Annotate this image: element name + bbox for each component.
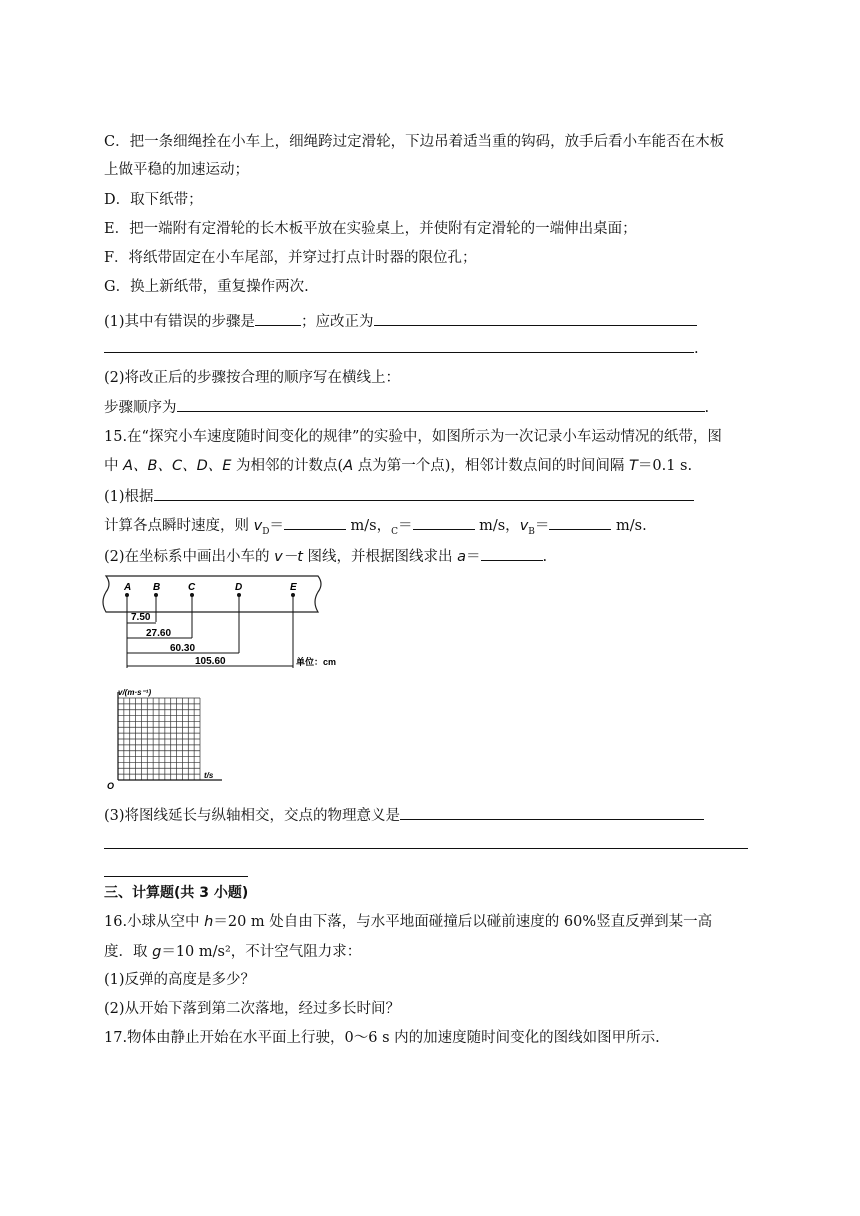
text: 点为第一个点)，相邻计数点间的时间间隔 [353, 458, 629, 474]
answer-blank-intercept[interactable] [400, 805, 704, 820]
q15-intro-line1: 15.在“探究小车速度随时间变化的规律”的实验中，如图所示为一次记录小车运动情况的纸带，图 [104, 429, 722, 445]
tape-label-e: E [290, 582, 297, 593]
answer-blank-correction-cont[interactable] [104, 338, 694, 353]
q16-part1: (1)反弹的高度是多少？ [104, 972, 256, 988]
q14-part1-cont [104, 338, 699, 359]
answer-blank-wrong-step[interactable] [255, 311, 301, 326]
period: . [704, 400, 710, 416]
q16-line1 [104, 912, 712, 932]
answer-blank-order[interactable] [177, 397, 705, 412]
q17-line1: 17.物体由静止开始在水平面上行驶，0～6 s 内的加速度随时间变化的图线如图甲所示. [104, 1030, 660, 1046]
eq: ＝ [534, 518, 550, 534]
q15-part3-label: (3)将图线延长与纵轴相交，交点的物理意义是 [104, 808, 401, 824]
q16-line2 [104, 942, 361, 962]
answer-rule-line[interactable] [104, 848, 748, 849]
dist-ae: 105.60 [195, 656, 226, 667]
y-axis-label: v/(m·s⁻¹) [118, 688, 152, 697]
point-letters: A、B、C、D、E [123, 458, 232, 474]
q14-part1-label: (1)其中有错误的步骤是 [104, 314, 256, 330]
eq: ＝ [269, 518, 284, 534]
sub-b: B [528, 526, 535, 537]
section-title: 三、计算题(共 3 小题) [104, 885, 249, 901]
answer-blank-vd[interactable] [284, 515, 346, 530]
q14-part1 [104, 311, 697, 332]
text: 16.小球从空中 [104, 914, 205, 930]
unit: m/s， [474, 518, 520, 534]
q15-part1 [104, 486, 694, 507]
vt-symbol: v－t [274, 549, 303, 565]
answer-blank-vc[interactable] [413, 515, 475, 530]
answer-blank-basis[interactable] [154, 486, 694, 501]
q14-part2: (2)将改正后的步骤按合理的顺序写在横线上： [104, 370, 401, 386]
text: ＝10 m/s²，不计空气阻力求： [161, 944, 362, 960]
tape-unit-label: 单位：cm [296, 657, 337, 667]
tape-label-b: B [153, 582, 161, 593]
q16-part2: (2)从开始下落到第二次落地，经过多长时间？ [104, 1001, 401, 1017]
answer-rule-line-short[interactable] [104, 876, 248, 877]
dist-ad: 60.30 [170, 643, 196, 654]
period: . [542, 549, 548, 565]
text: (2)在坐标系中画出小车的 [104, 549, 275, 565]
q15-part1-label: (1)根据 [104, 489, 154, 505]
step-f: F．将纸带固定在小车尾部，并穿过打点计时器的限位孔； [104, 250, 477, 266]
step-c-line2: 上做平稳的加速运动； [104, 162, 249, 178]
h-symbol: h [204, 914, 214, 930]
sub-d: D [262, 526, 270, 537]
eq: ＝ [466, 549, 481, 565]
text: 为相邻的计数点( [231, 458, 344, 474]
dist-ac: 27.60 [146, 628, 172, 639]
q15-part3 [104, 805, 704, 826]
a-symbol: a [457, 549, 467, 565]
q15-speeds [104, 515, 647, 542]
tape-label-d: D [235, 582, 243, 593]
g-symbol: g [152, 944, 162, 960]
tape-label-a: A [124, 582, 132, 593]
text: 中 [104, 458, 124, 474]
vt-grid-figure [104, 686, 224, 792]
step-d: D．取下纸带； [104, 192, 203, 208]
q15-intro-line2 [104, 456, 692, 476]
sub-c: C [391, 526, 398, 537]
text: ＝20 m 处自由下落，与水平地面碰撞后以碰前速度的 60%竖直反弹到某一高 [213, 914, 713, 930]
paper-tape-figure [100, 572, 360, 672]
origin-label: O [107, 781, 115, 791]
tape-label-c: C [188, 582, 196, 593]
text: ＝0.1 s. [637, 458, 693, 474]
eq: ＝ [398, 518, 413, 534]
grid-lines [118, 698, 200, 780]
unit: m/s. [611, 518, 647, 534]
speeds-label: 计算各点瞬时速度，则 [104, 518, 254, 534]
period: . [694, 341, 699, 357]
text: 图线，并根据图线求出 [302, 549, 458, 565]
step-e: E．把一端附有定滑轮的长木板平放在实验桌上，并使附有定滑轮的一端伸出桌面； [104, 221, 637, 237]
symbol-t: T [629, 458, 638, 474]
text: 度．取 [104, 944, 153, 960]
answer-blank-a[interactable] [481, 546, 543, 561]
order-label: 步骤顺序为 [104, 400, 177, 416]
answer-blank-correction[interactable] [374, 311, 697, 326]
step-g: G．换上新纸带，重复操作两次. [104, 279, 309, 295]
answer-blank-vb[interactable] [549, 515, 611, 530]
x-axis-label: t/s [204, 771, 214, 780]
v-symbol: v [519, 518, 529, 534]
q15-part2 [104, 546, 547, 567]
dist-ab: 7.50 [131, 612, 151, 623]
unit: m/s， [345, 518, 392, 534]
v-symbol: v [253, 518, 263, 534]
step-c-line1: C．把一条细绳拴在小车上，细绳跨过定滑轮，下边吊着适当重的钩码，放手后看小车能否在木板 [104, 134, 725, 150]
q14-part1-correct-label: ；应改正为 [301, 314, 374, 330]
q14-order [104, 397, 709, 418]
point-a: A [343, 458, 354, 474]
